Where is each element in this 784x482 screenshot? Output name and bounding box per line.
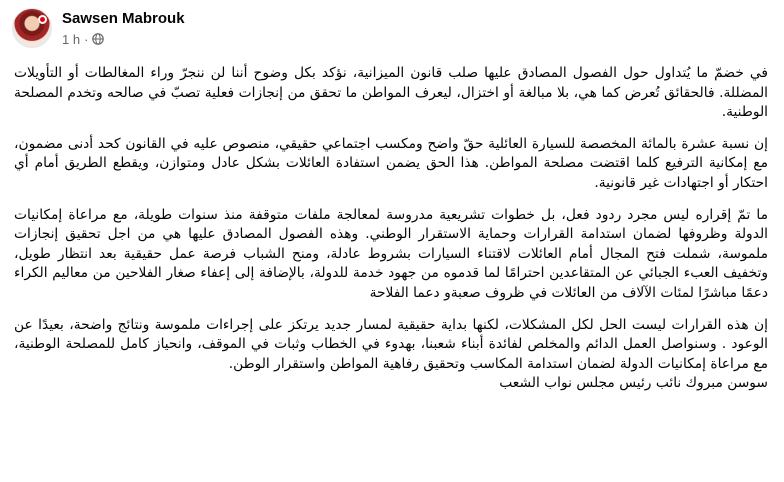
- flag-badge-icon: [38, 15, 47, 24]
- author-name[interactable]: Sawsen Mabrouk: [62, 9, 185, 27]
- post-paragraph-3: ما تمّ إقراره ليس مجرد ردود فعل، بل خطوات تشريعية مدروسة لمعالجة ملفات متوقفة منذ سنوات طويلة، مع مراعاة إمكانيات الدولة وظروفها لضمان استدامة القرارات وحماية الاستقرار الوطني. وهذه الفصول المصادق عليها هي من اجل تحقيق إنجازات ملموسة، شملت فتح المجال أمام العائلات لاقتناء السيارات بشروط عادلة، ومنح الشباب فرصة عمل حقيقية بعد انتظار طويل، وتخفيف العبء الجبائي عن المتقاعدين احترامًا لما قدموه من جهود خدمة للدولة، بالإضافة إلى إعفاء صغار الفلاحين من معاليم الكراء دعمًا مباشرًا لمئات الآلاف من العائلات في ظروف صعبة‌و دعما الفلاحة: [14, 206, 768, 301]
- post-timestamp[interactable]: 1 h: [62, 31, 81, 47]
- post-signature: سوسن مبروك نائب رئيس مجلس نواب الشعب: [499, 375, 768, 392]
- separator-dot: ·: [84, 31, 89, 47]
- post-paragraph-4: إن هذه القرارات ليست الحل لكل المشكلات، لكنها بداية حقيقية لمسار جديد يرتكز على إجراءات ملموسة ونتائج واضحة، بعيدًا عن الوعود . وسنواصل العمل الدائم والمخلص لفائدة أبناء شعبنا، بهدوء في الخطاب وثبات في الموقف، وانحياز كامل للمصلحة الوطنية، مع مراعاة إمكانيات الدولة لضمان استدامة المكاسب وتحقيق رفاهية المواطن واستقرار الوطن.: [14, 316, 768, 372]
- author-avatar[interactable]: [12, 8, 52, 48]
- post-subline: [62, 32, 185, 47]
- post-body: [14, 64, 768, 394]
- post-paragraph-2: إن نسبة عشرة بالمائة المخصصة للسيارة العائلية حقّ واضح ومكسب اجتماعي حقيقي، منصوص عليه في القانون كحد أدنى مضمون، مع إمكانية الترفيع كلما اقتضت مصلحة المواطن. هذا الحق يضمن استفادة العائلات بشكل عادل ومتوازن، ويقطع الطريق أمام أي احتكار أو اجتهادات غير قانونية.: [14, 135, 768, 191]
- post-paragraph-1: في خضمّ ما يُتداول حول الفصول المصادق عليها صلب قانون الميزانية، نؤكد بكل وضوح أننا لن ننجرّ وراء المغالطات أو التأويلات المضللة. فالحقائق تُعرض كما هي، بلا مبالغة أو اختزال، ليعرف المواطن ما تحقق من إنجازات فعلية تصبّ في صالحه وتخدم المصلحة الوطنية.: [14, 65, 768, 121]
- globe-icon[interactable]: [92, 33, 104, 45]
- post-meta: [62, 10, 185, 47]
- post-header: [12, 8, 185, 48]
